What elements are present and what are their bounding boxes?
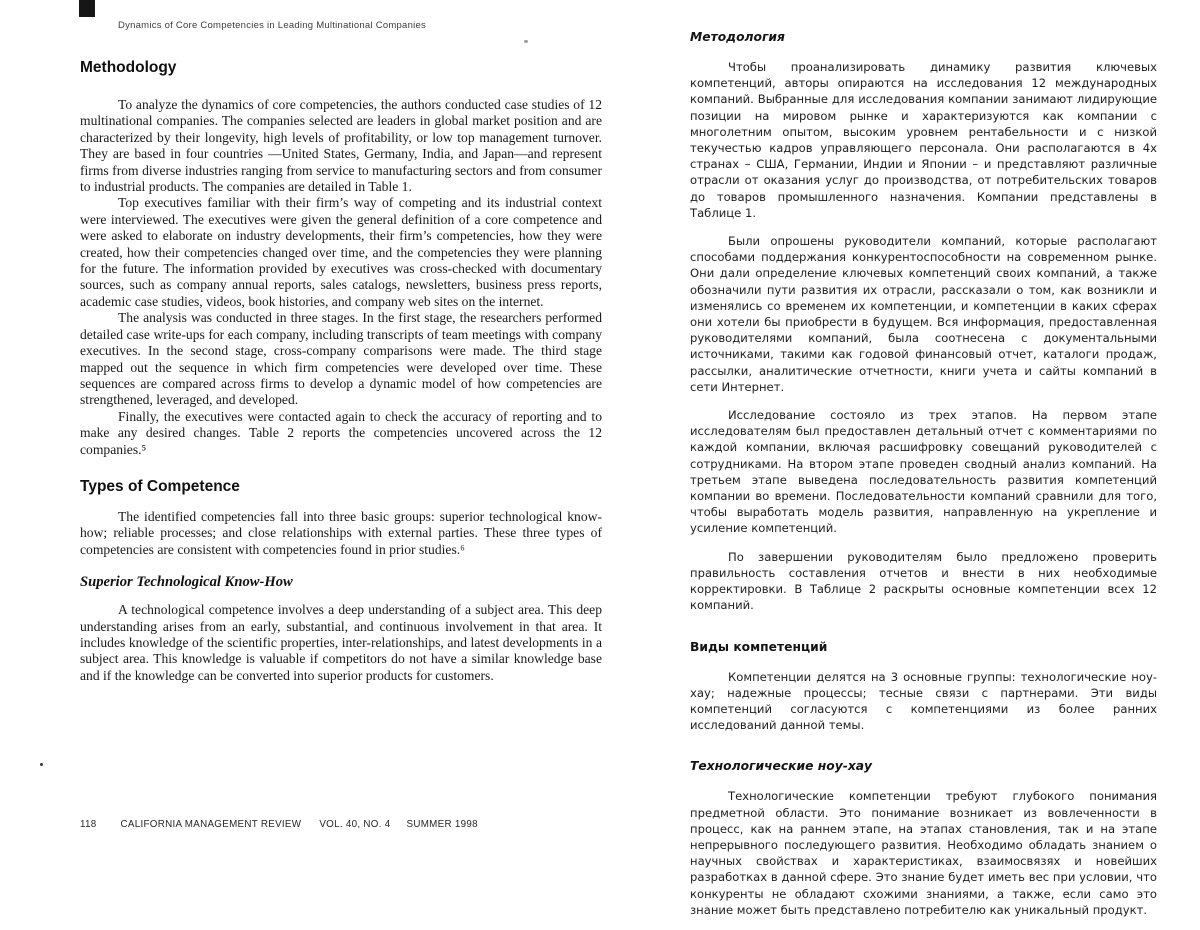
paragraph-ru-vidy-1: Компетенции делятся на 3 основные группы: технологические ноу-хау; надежные процессы; тесные связи с партнерами. Эти виды компетенций согласуются с компетенциями из более ранних исследований данной темы.	[690, 669, 1157, 733]
paragraph-methodology-2: Top executives familiar with their firm’s way of competing and its industrial context were interviewed. The executives were given the general definition of a core competence and were asked to elaborate on industry developments, their firm’s competencies, how they were created, how their competencies changed over time, and the competencies they were planning for the future. The information provided by executives was cross-checked with documentary sources, such as company annual reports, sales catalogs, newsletters, business press reports, academic case studies, videos, book histories, and company web sites on the internet.	[80, 195, 602, 309]
journal-volume: VOL. 40, NO. 4	[319, 819, 391, 830]
subheading-superior-technological-know-how: Superior Technological Know-How	[80, 574, 293, 591]
right-page-russian-translation	[690, 30, 1157, 930]
journal-title: CALIFORNIA MANAGEMENT REVIEW	[120, 819, 302, 830]
scan-artifact-black-square	[79, 0, 95, 17]
paragraph-ru-nou-hau-1: Технологические компетенции требуют глубокого понимания предметной области. Это понимание возникает из вовлеченности в процесс, как на раннем этапе, на этапах становления, так и на этапе непрерывного последующего развития. Необходимо обладать знанием о научных свойствах и характеристиках, взаимосвязях и новейших разработках в данной сфере. Это знание будет иметь вес при условии, что конкуренты не обладают схожими знаниями, а также, если само это знание может быть представлено потребителю как уникальный продукт.	[690, 789, 1157, 917]
heading-methodology: Methodology	[80, 59, 177, 76]
heading-types-of-competence: Types of Competence	[80, 477, 240, 495]
journal-issue: SUMMER 1998	[406, 819, 478, 830]
paragraph-methodology-4: Finally, the executives were contacted again to check the accuracy of reporting and to make any desired changes. Table 2 reports the competencies uncovered across the 12 companies.⁵	[80, 408, 602, 457]
paragraph-ru-metodologiya-3: Исследование состояло из трех этапов. На первом этапе исследователям был предоставлен детальный отчет с комментариями по каждой компании, включая расшифровку совещаний руководителей с сотрудниками. На втором этапе проведен сводный анализ компаний. На третьем этапе выведена последовательность развития компетенций компании во времени. Последовательности компаний сравнили для того, чтобы выработать модель развития, направленную на укрепление и усиление компетенций.	[690, 408, 1157, 536]
heading-metodologiya: Методология	[690, 30, 785, 44]
scan-artifact-period	[40, 763, 43, 766]
paragraph-ru-metodologiya-2: Были опрошены руководители компаний, которые располагают способами поддержания конкурентоспособности на современном рынке. Они дали определение ключевых компетенций своих компаний, а также обозначили пути развития их отрасли, рассказали о том, как возникли и изменялись со временем их компетенции, и компетенции в каких сферах они хотели бы приобрести в будущем. Вся информация, предоставленная руководителями компаний, была соотнесена с документальными источниками, такими как годовой финансовый отчет, каталоги продаж, рассылки, аналитические отчетности, книги учета и сайты компаний в сети Интернет.	[690, 234, 1157, 394]
paragraph-ru-metodologiya-1: Чтобы проанализировать динамику развития ключевых компетенций, авторы опираются на исследования 12 международных компаний. Выбранные для исследования компании занимают лидирующие позиции на мировом рынке и характеризуются как компании с многолетним опытом, высоким уровнем рентабельности и с низкой текучестью кадров управляющего персонала. Они располагаются в 4х странах – США, Германии, Индии и Японии – и представляют различные отрасли от оказания услуг до производства, от потребительских товаров до товаров промышленного назначения. Компании представлены в Таблице 1.	[690, 60, 1157, 220]
running-header: Dynamics of Core Competencies in Leading Multinational Companies	[118, 20, 427, 31]
paragraph-methodology-3: The analysis was conducted in three stages. In the first stage, the researchers performed detailed case write-ups for each company, including transcripts of team meetings with company executives. In the second stage, cross-company comparisons were made. The third stage mapped out the sequence in which firm competencies were developed over time. These sequences are compared across firms to develop a dynamic model of how competencies are strengthened, leveraged, and developed.	[80, 310, 602, 408]
paragraph-methodology-1: To analyze the dynamics of core competencies, the authors conducted case studies of 12 multinational companies. The companies selected are leaders in global market position and are characterized by their longevity, high levels of profitability, or low top management turnover. They are based in four countries —United States, Germany, India, and Japan—and represent firms from diverse industries ranging from service to manufacturing sectors and from consumer to industrial products. The companies are detailed in Table 1.	[80, 97, 602, 195]
page-footer	[80, 819, 478, 830]
paragraph-types-of-competence-1: The identified competencies fall into three basic groups: superior technological know-how; reliable processes; and close relationships with external parties. These three types of competencies are consistent with competencies found in prior studies.⁶	[80, 508, 602, 557]
subheading-tehnologicheskie-nou-hau: Технологические ноу-хау	[690, 759, 873, 774]
heading-vidy-kompetencij: Виды компетенций	[690, 639, 828, 654]
page-number: 118	[80, 819, 97, 830]
paragraph-ru-metodologiya-4: По завершении руководителям было предложено проверить правильность составления отчетов и внести в них необходимые корректировки. В Таблице 2 раскрыты основные компетенции всех 12 компаний.	[690, 549, 1157, 613]
left-page-english	[80, 20, 602, 684]
paragraph-superior-know-how-1: A technological competence involves a deep understanding of a subject area. This deep understanding arises from an early, substantial, and continuous involvement in that area. It includes knowledge of the scientific properties, inter-relationships, and latest developments in a subject area. This knowledge is valuable if competitors do not have a similar knowledge base and if the knowledge can be converted into superior products for customers.	[80, 602, 602, 683]
